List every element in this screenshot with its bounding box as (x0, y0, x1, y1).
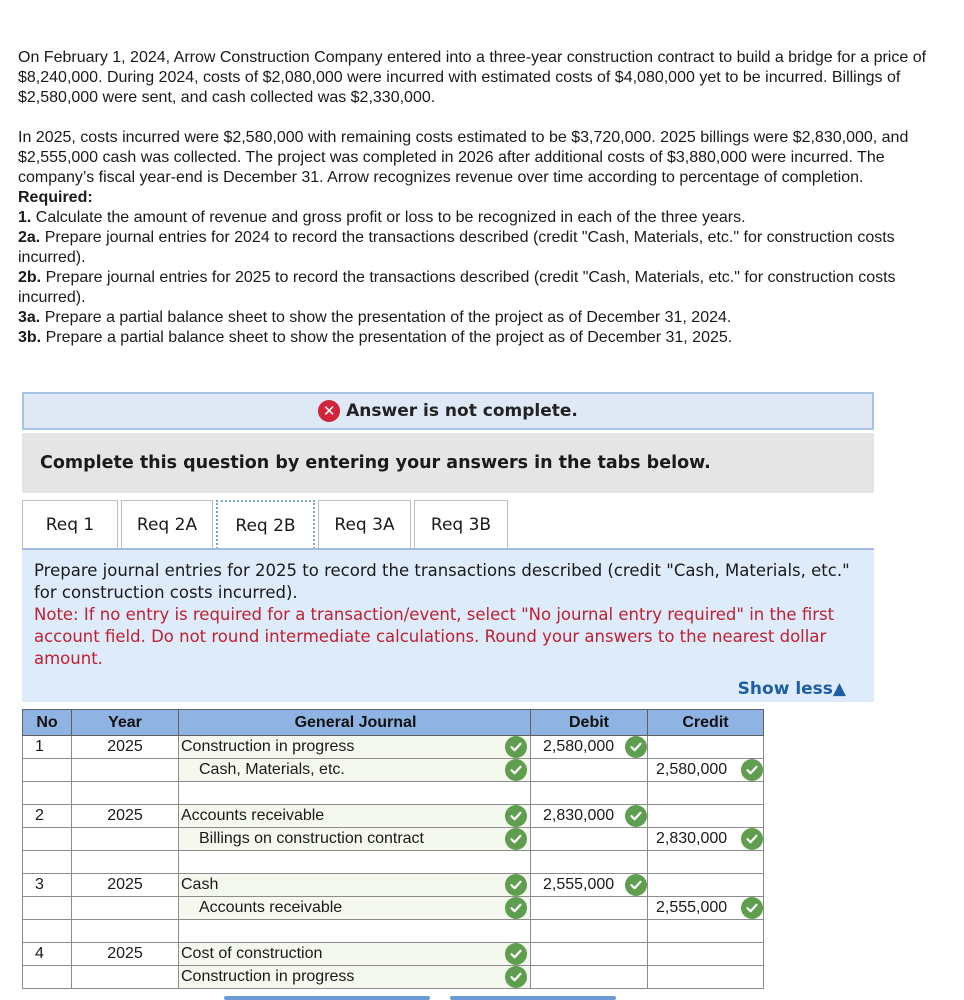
tab-req-2a[interactable]: Req 2A (121, 500, 213, 549)
requirement-1: 1. Calculate the amount of revenue and gross profit or loss to be recognized in each of the three years. (18, 209, 746, 226)
account-select[interactable] (179, 874, 531, 897)
entry-number: 3 (23, 874, 72, 897)
account-select[interactable] (179, 943, 531, 966)
check-icon (505, 874, 527, 896)
check-icon (505, 805, 527, 827)
debit-input[interactable] (531, 874, 648, 897)
account-name: Cost of construction (181, 945, 323, 962)
account-select[interactable] (179, 759, 531, 782)
check-icon (505, 759, 527, 781)
credit-input[interactable] (648, 966, 764, 989)
credit-value: 2,830,000 (656, 830, 728, 847)
journal-line-row (23, 897, 764, 920)
blank-cell (648, 782, 764, 805)
complete-prompt-bar (22, 433, 874, 493)
check-icon (741, 759, 763, 781)
journal-line-row (23, 805, 764, 828)
entry-number: 2 (23, 805, 72, 828)
check-icon (625, 874, 647, 896)
header-general-journal: General Journal (179, 710, 531, 736)
check-icon (505, 736, 527, 758)
blank-cell (531, 920, 648, 943)
journal-blank-row (23, 782, 764, 805)
blank-cell (23, 920, 72, 943)
journal-header-row (23, 710, 764, 736)
credit-input[interactable] (648, 736, 764, 759)
blank-cell (648, 851, 764, 874)
check-icon (741, 897, 763, 919)
debit-input[interactable] (531, 943, 648, 966)
blank-cell (72, 851, 179, 874)
entry-year (72, 759, 179, 782)
credit-input[interactable] (648, 874, 764, 897)
header-credit: Credit (648, 710, 764, 736)
account-name: Construction in progress (181, 968, 355, 985)
journal-line-row (23, 874, 764, 897)
entry-year (72, 828, 179, 851)
blank-cell (531, 851, 648, 874)
tab-req-2b[interactable]: Req 2B (216, 500, 315, 549)
debit-input[interactable] (531, 828, 648, 851)
debit-input[interactable] (531, 897, 648, 920)
tab-req-3a[interactable]: Req 3A (318, 500, 411, 549)
account-name: Construction in progress (181, 738, 355, 755)
journal-line-row (23, 736, 764, 759)
tab-req-3b[interactable]: Req 3B (414, 500, 508, 549)
show-less-link[interactable]: Show less▲ (737, 679, 846, 699)
credit-value: 2,580,000 (656, 761, 728, 778)
account-select[interactable] (179, 736, 531, 759)
problem-statement (18, 48, 954, 348)
blank-cell (179, 782, 531, 805)
blank-cell (531, 782, 648, 805)
bottom-nav-button-prev[interactable] (224, 996, 430, 1000)
header-debit: Debit (531, 710, 648, 736)
check-icon (505, 943, 527, 965)
entry-number: 1 (23, 736, 72, 759)
credit-input[interactable] (648, 943, 764, 966)
requirement-tabs (22, 500, 511, 550)
header-no: No (23, 710, 72, 736)
general-journal-table (22, 709, 764, 989)
instructions-panel (22, 550, 874, 702)
check-icon (625, 736, 647, 758)
x-circle-icon: ✕ (318, 400, 340, 422)
instructions-text: Prepare journal entries for 2025 to record the transactions described (credit "Cash, Materials, etc." for construction costs incurred). (34, 561, 850, 602)
debit-value: 2,555,000 (543, 876, 615, 893)
complete-prompt-text: Complete this question by entering your answers in the tabs below. (40, 453, 711, 473)
entry-number (23, 828, 72, 851)
journal-blank-row (23, 851, 764, 874)
credit-input[interactable] (648, 897, 764, 920)
entry-year: 2025 (72, 874, 179, 897)
account-name: Billings on construction contract (199, 830, 424, 847)
entry-year (72, 897, 179, 920)
requirement-3a: 3a. Prepare a partial balance sheet to show the presentation of the project as of December 31, 2024. (18, 309, 732, 326)
answer-status-banner (22, 392, 874, 430)
blank-cell (23, 782, 72, 805)
entry-year: 2025 (72, 736, 179, 759)
debit-input[interactable] (531, 736, 648, 759)
account-select[interactable] (179, 828, 531, 851)
account-select[interactable] (179, 897, 531, 920)
debit-input[interactable] (531, 966, 648, 989)
debit-input[interactable] (531, 805, 648, 828)
header-year: Year (72, 710, 179, 736)
problem-paragraph-2: In 2025, costs incurred were $2,580,000 with remaining costs estimated to be $3,720,000. 2025 billings were $2,830,000, and $2,555,000 cash was collected. The project was completed in 2026 after additional costs of $3,880,000 were incurred. The company’s fiscal year-end is December 31. Arrow recognizes revenue over time according to percentage of completion. (18, 129, 909, 186)
blank-cell (72, 920, 179, 943)
journal-line-row (23, 759, 764, 782)
account-name: Accounts receivable (181, 807, 325, 824)
bottom-nav-button-next[interactable] (450, 996, 616, 1000)
entry-year (72, 966, 179, 989)
credit-input[interactable] (648, 828, 764, 851)
blank-cell (72, 782, 179, 805)
credit-input[interactable] (648, 805, 764, 828)
entry-number (23, 897, 72, 920)
credit-input[interactable] (648, 759, 764, 782)
check-icon (625, 805, 647, 827)
check-icon (505, 828, 527, 850)
credit-value: 2,555,000 (656, 899, 728, 916)
journal-line-row (23, 966, 764, 989)
required-label: Required: (18, 189, 93, 206)
entry-number (23, 966, 72, 989)
check-icon (741, 828, 763, 850)
account-name: Cash (181, 876, 219, 893)
tab-req-1[interactable]: Req 1 (22, 500, 118, 549)
entry-year: 2025 (72, 805, 179, 828)
account-select[interactable] (179, 966, 531, 989)
requirement-3b: 3b. Prepare a partial balance sheet to show the presentation of the project as of December 31, 2025. (18, 329, 733, 346)
account-name: Accounts receivable (199, 899, 343, 916)
entry-number (23, 759, 72, 782)
requirement-2b: 2b. Prepare journal entries for 2025 to record the transactions described (credit "Cash, Materials, etc." for construction costs incurred). (18, 269, 896, 306)
account-select[interactable] (179, 805, 531, 828)
debit-value: 2,830,000 (543, 807, 615, 824)
blank-cell (23, 851, 72, 874)
blank-cell (179, 920, 531, 943)
check-icon (505, 897, 527, 919)
debit-input[interactable] (531, 759, 648, 782)
problem-paragraph-1: On February 1, 2024, Arrow Construction Company entered into a three-year construction contract to build a bridge for a price of $8,240,000. During 2024, costs of $2,080,000 were incurred with estimated costs of $4,080,000 yet to be incurred. Billings of $2,580,000 were sent, and cash collected was $2,330,000. (18, 49, 927, 106)
instructions-note: Note: If no entry is required for a transaction/event, select "No journal entry required" in the first account field. Do not round intermediate calculations. Round your answers to the nearest dollar amount. (34, 605, 835, 668)
blank-cell (179, 851, 531, 874)
journal-line-row (23, 943, 764, 966)
blank-cell (648, 920, 764, 943)
account-name: Cash, Materials, etc. (199, 761, 345, 778)
journal-line-row (23, 828, 764, 851)
check-icon (505, 966, 527, 988)
entry-number: 4 (23, 943, 72, 966)
debit-value: 2,580,000 (543, 738, 615, 755)
answer-status-text: Answer is not complete. (346, 401, 578, 421)
entry-year: 2025 (72, 943, 179, 966)
journal-blank-row (23, 920, 764, 943)
requirement-2a: 2a. Prepare journal entries for 2024 to record the transactions described (credit "Cash, Materials, etc." for construction costs incurred). (18, 229, 895, 266)
